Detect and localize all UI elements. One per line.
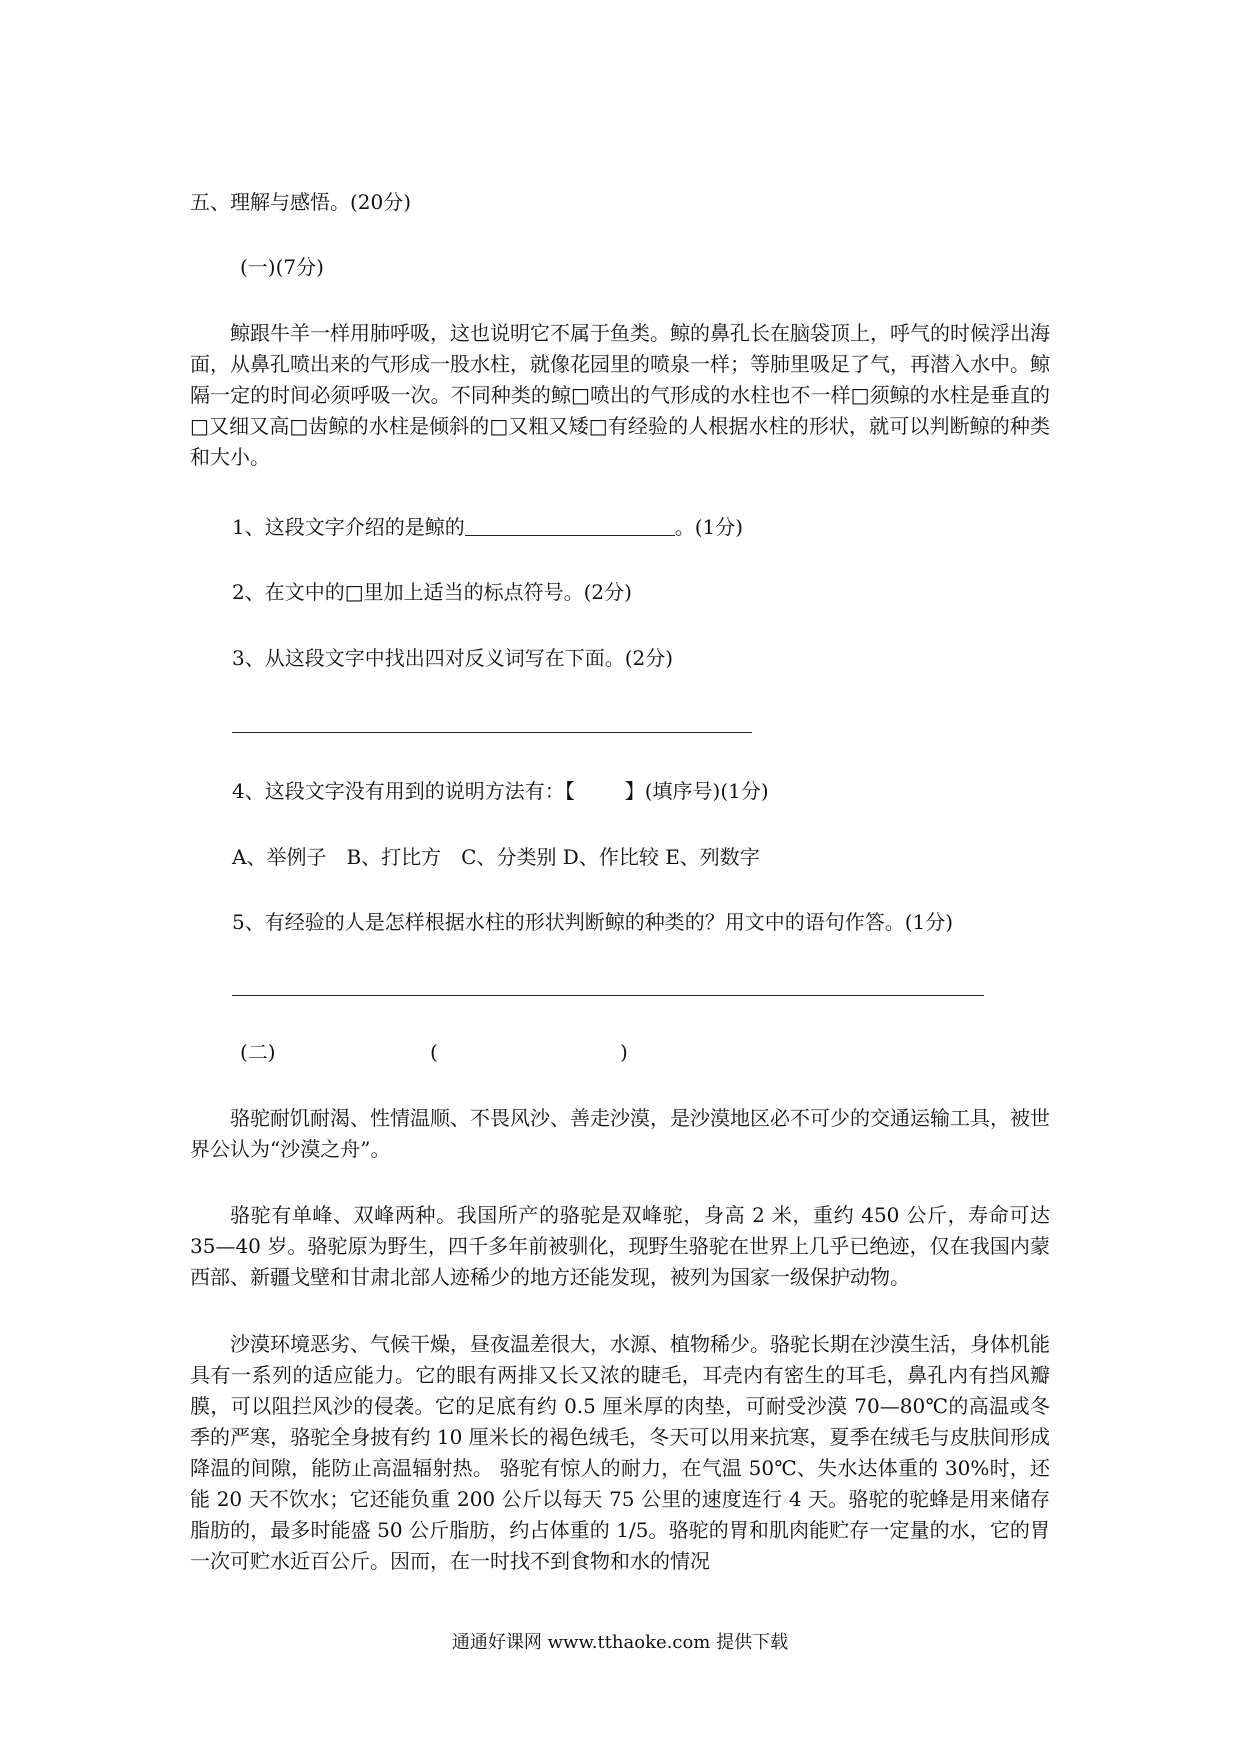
question-3: 3、从这段文字中找出四对反义词写在下面。(2分) [232,646,674,670]
answer-blank-1[interactable] [465,515,675,536]
options-row: A、举例子 B、打比方 C、分类别 D、作比较 E、列数字 [232,845,760,869]
page-footer: 通通好课网 www.tthaoke.com 提供下载 [451,1632,789,1653]
question-1-suffix: 。(1分) [674,515,744,539]
question-4-prefix: 4、这段文字没有用到的说明方法有：【 [232,779,575,803]
section-title: 五、理解与感悟。(20分) [190,190,412,214]
question-2: 2、在文中的□里加上适当的标点符号。(2分) [232,580,632,604]
part1-paragraph: 鲸跟牛羊一样用肺呼吸，这也说明它不属于鱼类。鲸的鼻孔长在脑袋顶上，呼气的时候浮出海面，从鼻孔喷出来的气形成一股水柱，就像花园里的喷泉一样；等肺里吸足了气，再潜入水中。鲸隔一定的时间必须呼吸一次。不同种类的鲸□喷出的气形成的水柱也不一样□须鲸的水柱是垂直的□又细又高□齿鲸的水柱是倾斜的□又粗又矮□有经验的人根据水柱的形状，就可以判断鲸的种类和大小。 [190,321,1050,469]
answer-line-3[interactable] [232,732,752,733]
title-paren-open: ( [430,1040,438,1064]
title-paren-close: ) [620,1040,628,1064]
part2-paragraph-1: 骆驼耐饥耐渴、性情温顺、不畏风沙、善走沙漠，是沙漠地区必不可少的交通运输工具，被世界公认为“沙漠之舟”。 [190,1106,1050,1161]
question-4-suffix: 】(填序号)(1分) [624,779,769,803]
answer-line-5[interactable] [232,995,984,996]
part2-heading: (二) [240,1040,276,1064]
part1-heading: (一)(7分) [240,255,324,279]
title-blank[interactable] [445,1040,615,1064]
part2-paragraph-3: 沙漠环境恶劣、气候干燥，昼夜温差很大，水源、植物稀少。骆驼长期在沙漠生活，身体机能具有一系列的适应能力。它的眼有两排又长又浓的睫毛，耳壳内有密生的耳毛，鼻孔内有挡风瓣膜，可以阻拦风沙的侵袭。它的足底有约 0.5 厘米厚的肉垫，可耐受沙漠 70—80℃的高温或冬季的严寒，骆驼全身披有约 10 厘米长的褐色绒毛，冬天可以用来抗寒，夏季在绒毛与皮肤间形成降温的间隙，能防止高温辐射热。 骆驼有惊人的耐力，在气温 50℃、失水达体重的 30%时，还能 20 天不饮水；它还能负重 200 公斤以每天 75 公里的速度连行 4 天。骆驼的驼蜂是用来储存脂肪的，最多时能盛 50 公斤脂肪，约占体重的 1/5。骆驼的胃和肌肉能贮存一定量的水，它的胃一次可贮水近百公斤。因而，在一时找不到食物和水的情况 [190,1332,1050,1573]
question-1 [232,515,743,539]
part2-paragraph-2: 骆驼有单峰、双峰两种。我国所产的骆驼是双峰驼，身高 2 米，重约 450 公斤，寿命可达 35—40 岁。骆驼原为野生，四千多年前被驯化，现野生骆驼在世界上几乎已绝迹，仅在我国内蒙西部、新疆戈壁和甘肃北部人迹稀少的地方还能发现，被列为国家一级保护动物。 [190,1203,1050,1289]
question-1-prefix: 1、这段文字介绍的是鲸的 [232,515,465,539]
question-4 [232,779,769,803]
question-5: 5、有经验的人是怎样根据水柱的形状判断鲸的种类的？用文中的语句作答。(1分) [232,910,954,934]
